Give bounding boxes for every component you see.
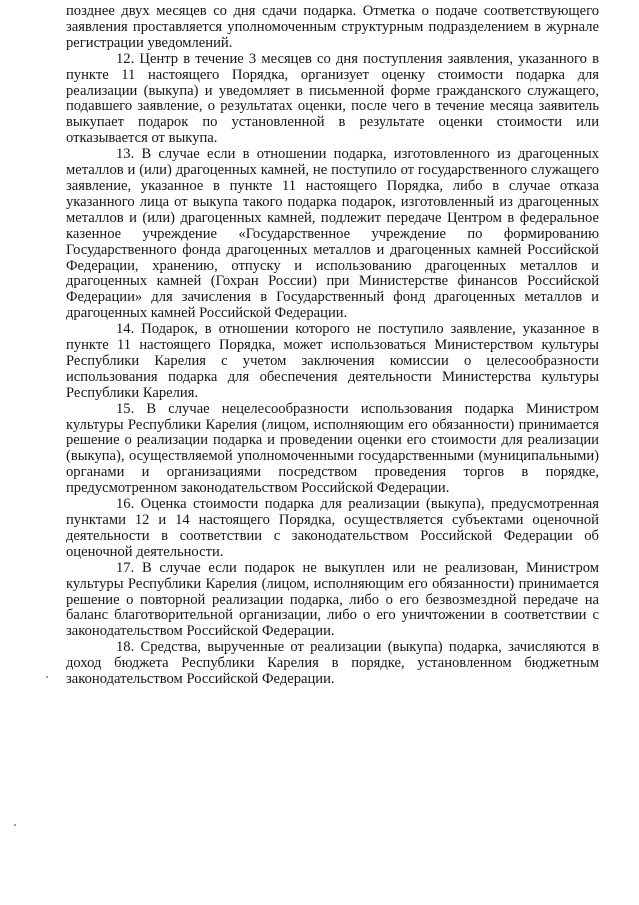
scan-speck [14,824,16,826]
paragraph-18: 18. Средства, вырученные от реализации (выкупа) подарка, зачисляются в доход бюджета Республики Карелия в порядке, установленном бюджетным законодательством Российской Федерации. [66,639,599,688]
scan-speck [46,676,48,678]
paragraph-16: 16. Оценка стоимости подарка для реализации (выкупа), предусмотренная пунктами 12 и 14 настоящего Порядка, осуществляется субъектами оценочной деятельности в соответствии с законодательством Российской Федерации об оценочной деятельности. [66,496,599,560]
document-body [66,4,599,688]
paragraph-14: 14. Подарок, в отношении которого не поступило заявление, указанное в пункте 11 настоящего Порядка, может использоваться Министерством культуры Республики Карелия с учетом заключения комиссии о целесообразности использования подарка для обеспечения деятельности Министерства культуры Республики Карелия. [66,321,599,401]
paragraph-continuation: позднее двух месяцев со дня сдачи подарка. Отметка о подаче соответствующего заявления проставляется уполномоченным структурным подразделением в журнале регистрации уведомлений. [66,3,599,51]
paragraph-17: 17. В случае если подарок не выкуплен или не реализован, Министром культуры Республики Карелия (лицом, исполняющим его обязанности) принимается решение о повторной реализации подарка, либо о его безвозмездной передаче на баланс благотворительной организации, либо о его уничтожении в соответствии с законодательством Российской Федерации. [66,559,599,640]
paragraph-12: 12. Центр в течение 3 месяцев со дня поступления заявления, указанного в пункте 11 настоящего Порядка, организует оценку стоимости подарка для реализации (выкупа) и уведомляет в письменной форме гражданского служащего, подавшего заявление, о результатах оценки, после чего в течение месяца заявитель выкупает подарок по установленной в результате оценки стоимости или отказывается от выкупа. [66,50,599,147]
paragraph-13: 13. В случае если в отношении подарка, изготовленного из драгоценных металлов и (или) драгоценных камней, не поступило от государственного служащего заявление, указанное в пункте 11 настоящего Порядка, либо в случае отказа указанного лица от выкупа такого подарка подарок, изготовленный из драгоценных металлов и (или) драгоценных камней, подлежит передаче Центром в федеральное казенное учреждение «Государственное учреждение по формированию Государственного фонда драгоценных металлов и драгоценных камней Российской Федерации, хранению, отпуску и использованию драгоценных металлов и драгоценных камней (Гохран России) при Министерстве финансов Российской Федерации» для зачисления в Государственный фонд драгоценных металлов и драгоценных камней Российской Федерации. [66,146,599,322]
paragraph-15: 15. В случае нецелесообразности использования подарка Министром культуры Республики Карелия (лицом, исполняющим его обязанности) принимается решение о реализации подарка и проведении оценки его стоимости для реализации (выкупа), осуществляемой уполномоченными государственными (муниципальными) органами и организациями посредством проведения торгов в порядке, предусмотренном законодательством Российской Федерации. [66,400,599,497]
